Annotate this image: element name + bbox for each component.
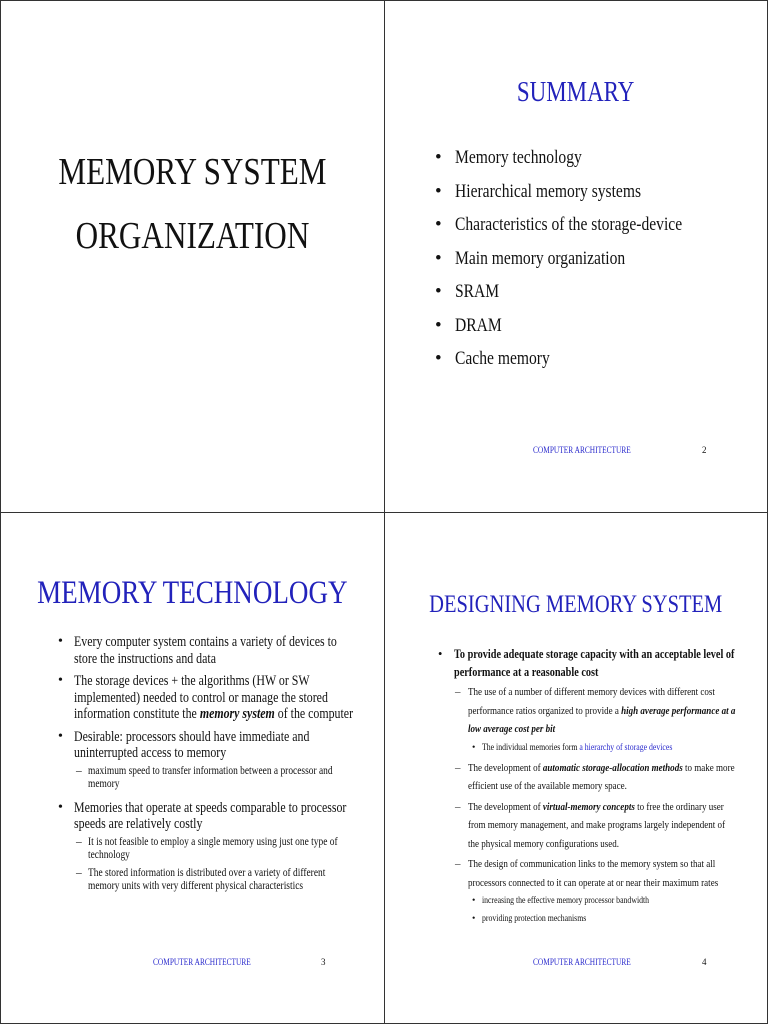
sub-bullet-item: – The design of communication links to the memory system so that all processors connected to it can operate at or near their maximum rates [455, 858, 719, 889]
summary-item: • Hierarchical memory systems [435, 180, 642, 202]
sub-bullet-item: – It is not feasible to employ a single memory using just one type of technology [76, 835, 338, 861]
slide-2-footer: COMPUTER ARCHITECTURE [533, 445, 631, 455]
sub-bullet-item: – The use of a number of different memory devices with different cost performance ratios organized to provide a high average performance at a low average cost per bit [455, 686, 736, 735]
bullet-item: • To provide adequate storage capacity with an acceptable level of performance at a reasonable cost [438, 647, 735, 679]
bullet-item: • Memories that operate at speeds comparable to processor speeds are relatively costly [58, 799, 347, 832]
summary-item: • SRAM [435, 281, 500, 302]
bullet-item: • The storage devices + the algorithms (HW or SW implemented) needed to control or manage the stored information constitute the memory system of the computer [58, 673, 354, 722]
summary-list [435, 147, 732, 382]
slide-3-page-number: 3 [321, 957, 326, 967]
slide-3-title: MEMORY TECHNOLOGY [37, 575, 348, 611]
summary-item: • Cache memory [435, 348, 550, 369]
slide-1-title-line-2: ORGANIZATION [75, 215, 310, 257]
slide-3-footer: COMPUTER ARCHITECTURE [153, 957, 251, 967]
bullet-item: • Every computer system contains a variety of devices to store the instructions and data [58, 634, 337, 667]
sub-bullet-item: – The development of virtual-memory concepts to free the ordinary user from memory management, and make programs largely independent of the physical memory configurations used. [455, 800, 726, 850]
sub-sub-bullet-item: • increasing the effective memory processor bandwidth [472, 896, 650, 906]
slide-4-footer: COMPUTER ARCHITECTURE [533, 957, 631, 967]
bullet-item: • Desirable: processors should have immediate and uninterrupted access to memory [58, 728, 310, 761]
slide-2-title: SUMMARY [517, 77, 635, 108]
slide-4-body [438, 645, 758, 928]
slide-3-body [58, 634, 378, 898]
summary-item: • Characteristics of the storage-device [435, 214, 683, 235]
slide-4-title: DESIGNING MEMORY SYSTEM [429, 591, 723, 618]
slide-1-title-line-1: MEMORY SYSTEM [58, 151, 327, 193]
sub-bullet-item: – maximum speed to transfer information between a processor and memory [76, 764, 333, 790]
slide-2 [384, 0, 768, 513]
summary-item: • Main memory organization [435, 247, 626, 269]
sub-sub-bullet-item: • providing protection mechanisms [472, 914, 587, 924]
slide-4-page-number: 4 [702, 957, 707, 967]
sub-bullet-item: – The stored information is distributed over a variety of different memory units with very different physical characteristics [76, 866, 326, 892]
sub-sub-bullet-item: • The individual memories form a hierarchy of storage devices [472, 742, 673, 753]
summary-item: • DRAM [435, 314, 502, 336]
summary-item: • Memory technology [435, 147, 582, 168]
slide-2-page-number: 2 [702, 445, 707, 455]
sub-bullet-item: – The development of automatic storage-allocation methods to make more efficient use of the available memory space. [455, 761, 735, 792]
